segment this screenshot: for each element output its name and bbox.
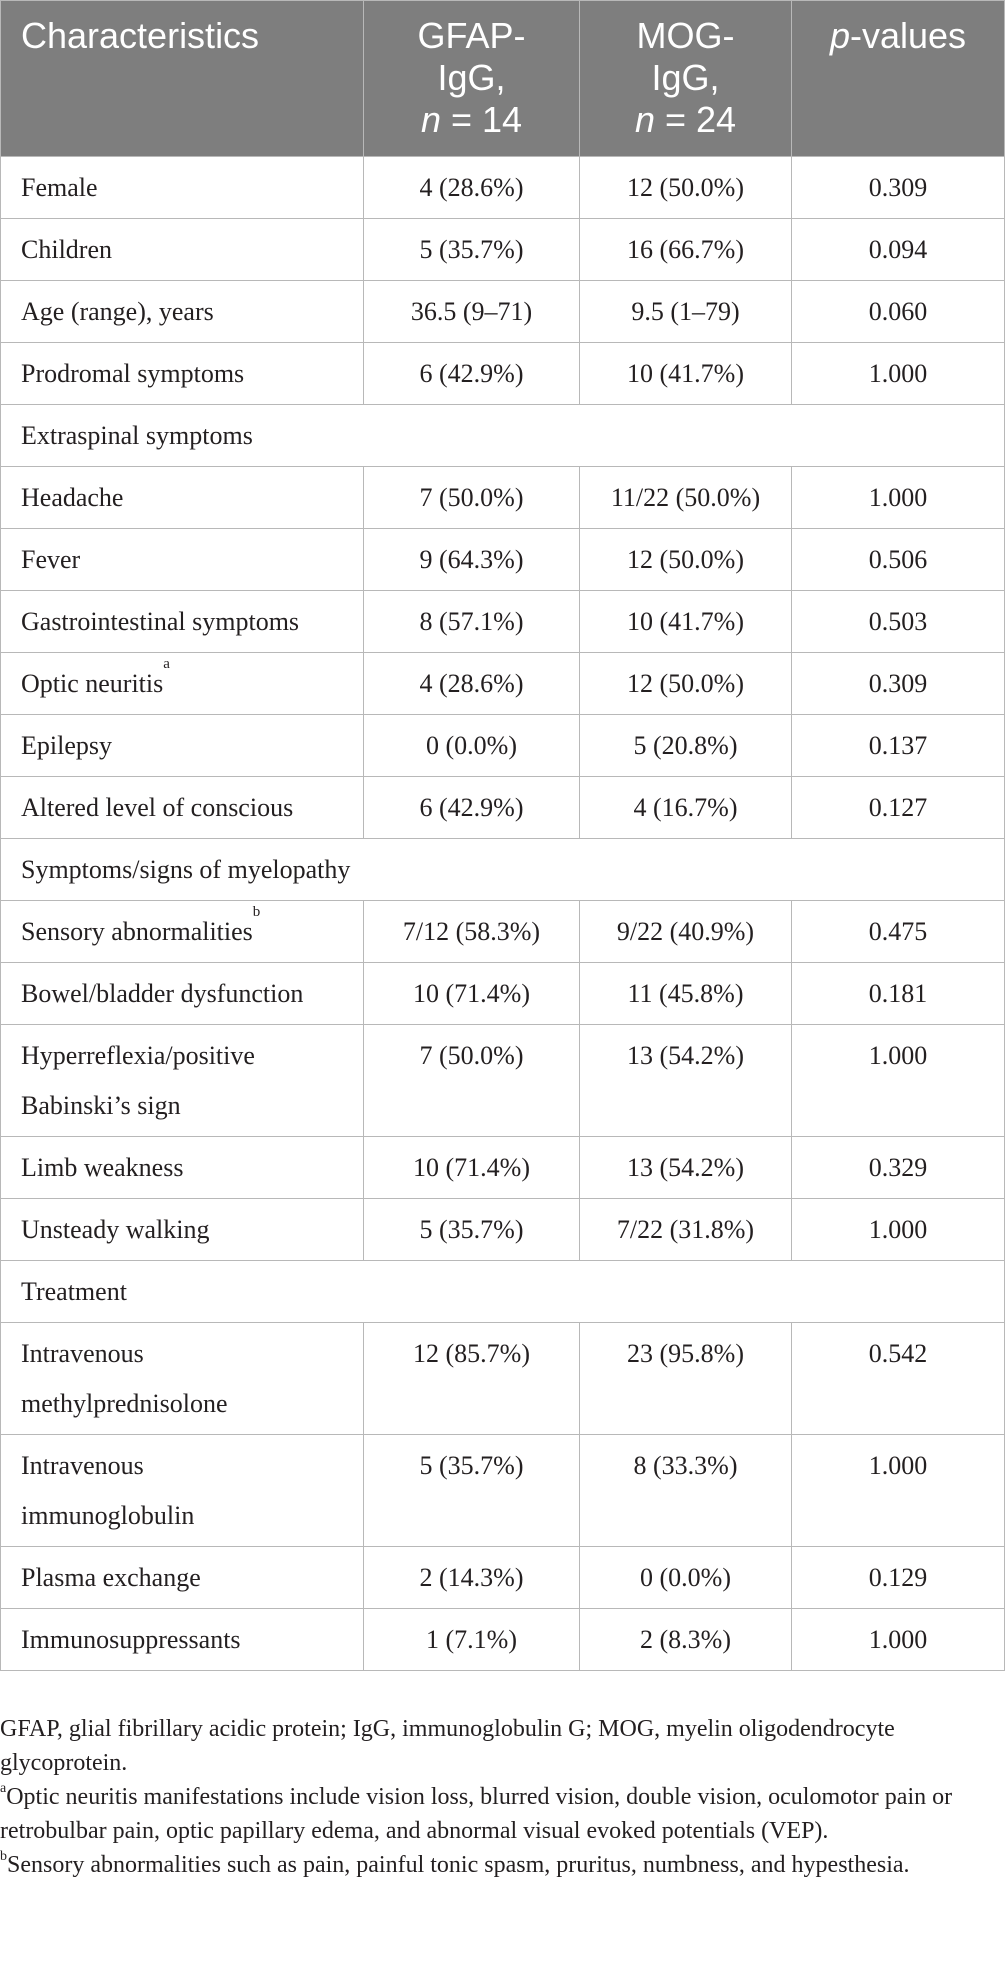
gfap-value-cell: 6 (42.9%) [364, 343, 580, 405]
gfap-value-cell: 1 (7.1%) [364, 1609, 580, 1671]
section-label: Treatment [1, 1261, 1005, 1323]
mog-value-cell: 13 (54.2%) [580, 1137, 792, 1199]
row-label [1, 591, 364, 653]
table-row [1, 529, 1005, 591]
row-label-line: Babinski’s sign [21, 1091, 181, 1120]
footnote-b-text: Sensory abnormalities such as pain, painful tonic spasm, pruritus, numbness, and hypesthesia. [7, 1852, 910, 1878]
footnote-a [0, 1780, 1000, 1848]
row-label-text: Age (range), years [21, 297, 214, 326]
footnote-b-marker: b [0, 1849, 7, 1864]
header-mog-n-value: = 24 [654, 99, 737, 140]
header-mog-n-symbol: n [634, 99, 655, 140]
table-row [1, 1547, 1005, 1609]
row-label-text: Bowel/bladder dysfunction [21, 979, 304, 1008]
row-label-line: Intravenous [21, 1339, 144, 1368]
row-label-text: Limb weakness [21, 1153, 184, 1182]
gfap-value-cell: 6 (42.9%) [364, 777, 580, 839]
header-p-symbol: p [829, 15, 850, 56]
row-label [1, 467, 364, 529]
mog-value-cell: 12 (50.0%) [580, 157, 792, 219]
p-value-cell: 0.094 [792, 219, 1005, 281]
gfap-value-cell: 36.5 (9–71) [364, 281, 580, 343]
header-mog-igg [580, 1, 792, 157]
p-value-cell: 0.506 [792, 529, 1005, 591]
header-characteristics-text: Characteristics [21, 15, 260, 56]
gfap-value-cell: 2 (14.3%) [364, 1547, 580, 1609]
section-label: Extraspinal symptoms [1, 405, 1005, 467]
row-label [1, 653, 364, 715]
row-label-text: Epilepsy [21, 731, 112, 760]
p-value-cell: 0.137 [792, 715, 1005, 777]
row-label [1, 715, 364, 777]
gfap-value-cell: 9 (64.3%) [364, 529, 580, 591]
footnote-marker: a [163, 656, 170, 672]
row-label-text: Unsteady walking [21, 1215, 210, 1244]
section-row [1, 1261, 1005, 1323]
mog-value-cell: 13 (54.2%) [580, 1025, 792, 1137]
gfap-value-cell: 5 (35.7%) [364, 219, 580, 281]
header-gfap-igg [364, 1, 580, 157]
p-value-cell: 0.329 [792, 1137, 1005, 1199]
header-gfap-n-value: = 14 [440, 99, 523, 140]
table-row [1, 1609, 1005, 1671]
p-value-cell: 1.000 [792, 1025, 1005, 1137]
mog-value-cell: 11 (45.8%) [580, 963, 792, 1025]
mog-value-cell: 16 (66.7%) [580, 219, 792, 281]
p-value-cell: 1.000 [792, 1199, 1005, 1261]
table-row [1, 653, 1005, 715]
row-label [1, 1199, 364, 1261]
row-label [1, 281, 364, 343]
footnote-abbreviations: GFAP, glial fibrillary acidic protein; IgG, immunoglobulin G; MOG, myelin oligodendrocyte glycoprotein. [0, 1716, 895, 1776]
table-row [1, 467, 1005, 529]
table-row [1, 1323, 1005, 1435]
gfap-value-cell: 7 (50.0%) [364, 467, 580, 529]
row-label [1, 1323, 364, 1435]
row-label-text: Fever [21, 545, 81, 574]
row-label-line: immunoglobulin [21, 1501, 195, 1530]
gfap-value-cell: 8 (57.1%) [364, 591, 580, 653]
row-label [1, 1137, 364, 1199]
gfap-value-cell: 7/12 (58.3%) [364, 901, 580, 963]
header-p-values [792, 1, 1005, 157]
row-label [1, 1435, 364, 1547]
row-label [1, 777, 364, 839]
mog-value-cell: 0 (0.0%) [580, 1547, 792, 1609]
table-row [1, 1435, 1005, 1547]
table-row [1, 281, 1005, 343]
mog-value-cell: 7/22 (31.8%) [580, 1199, 792, 1261]
row-label-text: Immunosuppressants [21, 1625, 241, 1654]
row-label-text: Sensory abnormalities [21, 917, 253, 946]
row-label-text: Plasma exchange [21, 1563, 201, 1592]
gfap-value-cell: 7 (50.0%) [364, 1025, 580, 1137]
mog-value-cell: 9.5 (1–79) [580, 281, 792, 343]
header-characteristics [1, 1, 364, 157]
gfap-value-cell: 5 (35.7%) [364, 1199, 580, 1261]
mog-value-cell: 11/22 (50.0%) [580, 467, 792, 529]
row-label-text: Gastrointestinal symptoms [21, 607, 300, 636]
p-value-cell: 0.309 [792, 157, 1005, 219]
p-value-cell: 0.181 [792, 963, 1005, 1025]
footnote-a-text: Optic neuritis manifestations include vision loss, blurred vision, double vision, oculomotor pain or retrobulbar pain, optic papillary edema, and abnormal visual evoked potentials (VEP). [0, 1784, 953, 1844]
p-value-cell: 0.127 [792, 777, 1005, 839]
row-label-text: Female [21, 173, 98, 202]
p-value-cell: 1.000 [792, 343, 1005, 405]
gfap-value-cell: 5 (35.7%) [364, 1435, 580, 1547]
gfap-value-cell: 10 (71.4%) [364, 1137, 580, 1199]
row-label [1, 157, 364, 219]
mog-value-cell: 12 (50.0%) [580, 653, 792, 715]
mog-value-cell: 12 (50.0%) [580, 529, 792, 591]
gfap-value-cell: 4 (28.6%) [364, 157, 580, 219]
p-value-cell: 1.000 [792, 467, 1005, 529]
mog-value-cell: 8 (33.3%) [580, 1435, 792, 1547]
row-label-line: methylprednisolone [21, 1389, 228, 1418]
p-value-cell: 0.129 [792, 1547, 1005, 1609]
header-gfap-n [365, 99, 578, 141]
gfap-value-cell: 10 (71.4%) [364, 963, 580, 1025]
row-label-line: Hyperreflexia/positive [21, 1041, 255, 1070]
gfap-value-cell: 0 (0.0%) [364, 715, 580, 777]
row-label-text: Optic neuritis [21, 669, 164, 698]
table-row [1, 591, 1005, 653]
header-mog-n [581, 99, 790, 141]
table-row [1, 777, 1005, 839]
table-row [1, 219, 1005, 281]
p-value-cell: 1.000 [792, 1435, 1005, 1547]
p-value-cell: 0.060 [792, 281, 1005, 343]
row-label-text: Children [21, 235, 112, 264]
row-label-line: Intravenous [21, 1451, 144, 1480]
table-row [1, 157, 1005, 219]
p-value-cell: 0.542 [792, 1323, 1005, 1435]
header-mog-line2: IgG, [651, 57, 720, 98]
row-label-text: Altered level of conscious [21, 793, 294, 822]
table-row [1, 901, 1005, 963]
mog-value-cell: 23 (95.8%) [580, 1323, 792, 1435]
row-label [1, 1547, 364, 1609]
header-gfap-line2: IgG, [437, 57, 506, 98]
table-header-row [1, 1, 1005, 157]
gfap-value-cell: 4 (28.6%) [364, 653, 580, 715]
row-label [1, 219, 364, 281]
row-label [1, 529, 364, 591]
table-footnotes [0, 1712, 1000, 1882]
row-label [1, 1609, 364, 1671]
header-gfap-line1: GFAP- [417, 15, 526, 56]
row-label [1, 963, 364, 1025]
p-value-cell: 0.309 [792, 653, 1005, 715]
mog-value-cell: 10 (41.7%) [580, 343, 792, 405]
gfap-value-cell: 12 (85.7%) [364, 1323, 580, 1435]
section-row [1, 405, 1005, 467]
mog-value-cell: 10 (41.7%) [580, 591, 792, 653]
mog-value-cell: 4 (16.7%) [580, 777, 792, 839]
table-row [1, 1199, 1005, 1261]
p-value-cell: 1.000 [792, 1609, 1005, 1671]
row-label [1, 901, 364, 963]
header-gfap-n-symbol: n [420, 99, 441, 140]
footnote-a-marker: a [0, 1781, 7, 1796]
header-mog-line1: MOG- [636, 15, 735, 56]
mog-value-cell: 5 (20.8%) [580, 715, 792, 777]
mog-value-cell: 9/22 (40.9%) [580, 901, 792, 963]
mog-value-cell: 2 (8.3%) [580, 1609, 792, 1671]
footnote-marker: b [252, 904, 261, 920]
table-row [1, 343, 1005, 405]
row-label [1, 1025, 364, 1137]
footnote-b [0, 1848, 1000, 1882]
p-value-cell: 0.503 [792, 591, 1005, 653]
row-label [1, 343, 364, 405]
section-label: Symptoms/signs of myelopathy [1, 839, 1005, 901]
header-p-rest: -values [849, 15, 967, 56]
table-row [1, 963, 1005, 1025]
table-body [1, 157, 1005, 1671]
table-row [1, 1025, 1005, 1137]
p-value-cell: 0.475 [792, 901, 1005, 963]
section-row [1, 839, 1005, 901]
row-label-text: Headache [21, 483, 124, 512]
table-row [1, 715, 1005, 777]
row-label-text: Prodromal symptoms [21, 359, 245, 388]
table-row [1, 1137, 1005, 1199]
